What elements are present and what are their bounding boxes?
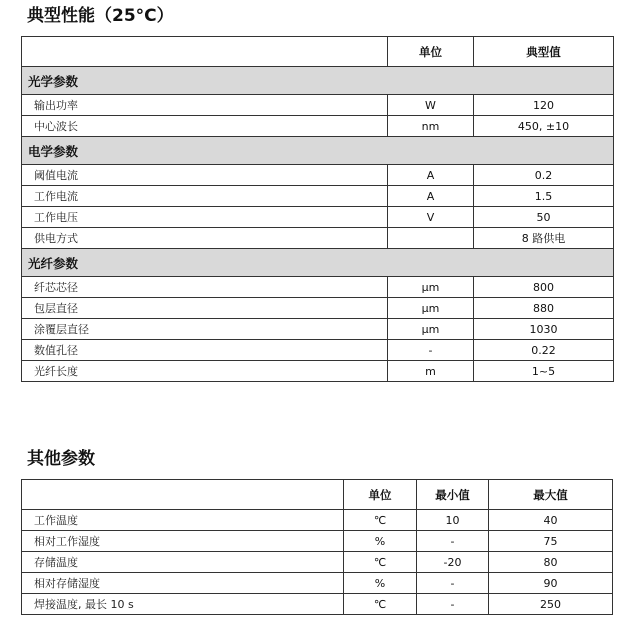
table-row <box>22 319 614 340</box>
row-label: 涂覆层直径 <box>22 319 388 340</box>
header-min-value: 最小值 <box>417 480 489 510</box>
row-min: - <box>417 531 489 552</box>
row-min: - <box>417 594 489 615</box>
table-row <box>22 510 613 531</box>
row-unit: A <box>388 165 474 186</box>
row-unit: μm <box>388 277 474 298</box>
row-unit: % <box>344 573 417 594</box>
row-unit: ℃ <box>344 510 417 531</box>
row-value: 880 <box>474 298 614 319</box>
row-value: 8 路供电 <box>474 228 614 249</box>
row-unit <box>388 228 474 249</box>
group-fiber-parameters <box>22 249 614 277</box>
other-parameters-table <box>21 479 613 615</box>
table-header-row <box>22 37 614 67</box>
other-parameters-title: 其他参数 <box>27 449 95 469</box>
table-row <box>22 186 614 207</box>
header-cell-blank <box>22 480 344 510</box>
row-unit: ℃ <box>344 552 417 573</box>
typical-performance-table <box>21 36 614 382</box>
row-value: 800 <box>474 277 614 298</box>
group-title: 光纤参数 <box>22 249 614 277</box>
row-value: 120 <box>474 95 614 116</box>
table-row <box>22 552 613 573</box>
table-row <box>22 95 614 116</box>
table-row <box>22 165 614 186</box>
row-value: 0.2 <box>474 165 614 186</box>
table-row <box>22 277 614 298</box>
row-unit: A <box>388 186 474 207</box>
row-max: 40 <box>489 510 613 531</box>
table-row <box>22 298 614 319</box>
table-header-row <box>22 480 613 510</box>
group-title: 电学参数 <box>22 137 614 165</box>
row-min: 10 <box>417 510 489 531</box>
row-unit: μm <box>388 319 474 340</box>
row-label: 输出功率 <box>22 95 388 116</box>
header-unit: 单位 <box>344 480 417 510</box>
row-max: 90 <box>489 573 613 594</box>
typical-performance-title: 典型性能（25°C） <box>27 6 174 26</box>
row-label: 数值孔径 <box>22 340 388 361</box>
row-value: 1.5 <box>474 186 614 207</box>
row-unit: V <box>388 207 474 228</box>
row-value: 1030 <box>474 319 614 340</box>
row-min: -20 <box>417 552 489 573</box>
row-label: 相对存储湿度 <box>22 573 344 594</box>
row-label: 包层直径 <box>22 298 388 319</box>
row-max: 80 <box>489 552 613 573</box>
table-row <box>22 340 614 361</box>
group-electrical-parameters <box>22 137 614 165</box>
row-max: 250 <box>489 594 613 615</box>
header-cell-blank <box>22 37 388 67</box>
row-max: 75 <box>489 531 613 552</box>
row-unit: % <box>344 531 417 552</box>
row-label: 工作电流 <box>22 186 388 207</box>
header-max-value: 最大值 <box>489 480 613 510</box>
table-row <box>22 531 613 552</box>
row-min: - <box>417 573 489 594</box>
row-unit: ℃ <box>344 594 417 615</box>
table-row <box>22 594 613 615</box>
row-label: 中心波长 <box>22 116 388 137</box>
row-value: 1~5 <box>474 361 614 382</box>
row-label: 工作电压 <box>22 207 388 228</box>
header-typical-value: 典型值 <box>474 37 614 67</box>
row-label: 焊接温度, 最长 10 s <box>22 594 344 615</box>
table-row <box>22 573 613 594</box>
row-unit: m <box>388 361 474 382</box>
row-unit: μm <box>388 298 474 319</box>
table-row <box>22 361 614 382</box>
row-value: 0.22 <box>474 340 614 361</box>
row-label: 阈值电流 <box>22 165 388 186</box>
row-label: 供电方式 <box>22 228 388 249</box>
row-unit: nm <box>388 116 474 137</box>
table-row <box>22 116 614 137</box>
row-unit: W <box>388 95 474 116</box>
row-label: 存储温度 <box>22 552 344 573</box>
table-row <box>22 207 614 228</box>
row-value: 450, ±10 <box>474 116 614 137</box>
row-value: 50 <box>474 207 614 228</box>
row-label: 工作温度 <box>22 510 344 531</box>
row-label: 相对工作湿度 <box>22 531 344 552</box>
group-optical-parameters <box>22 67 614 95</box>
row-label: 纤芯芯径 <box>22 277 388 298</box>
group-title: 光学参数 <box>22 67 614 95</box>
row-unit: - <box>388 340 474 361</box>
header-unit: 单位 <box>388 37 474 67</box>
table-row <box>22 228 614 249</box>
row-label: 光纤长度 <box>22 361 388 382</box>
